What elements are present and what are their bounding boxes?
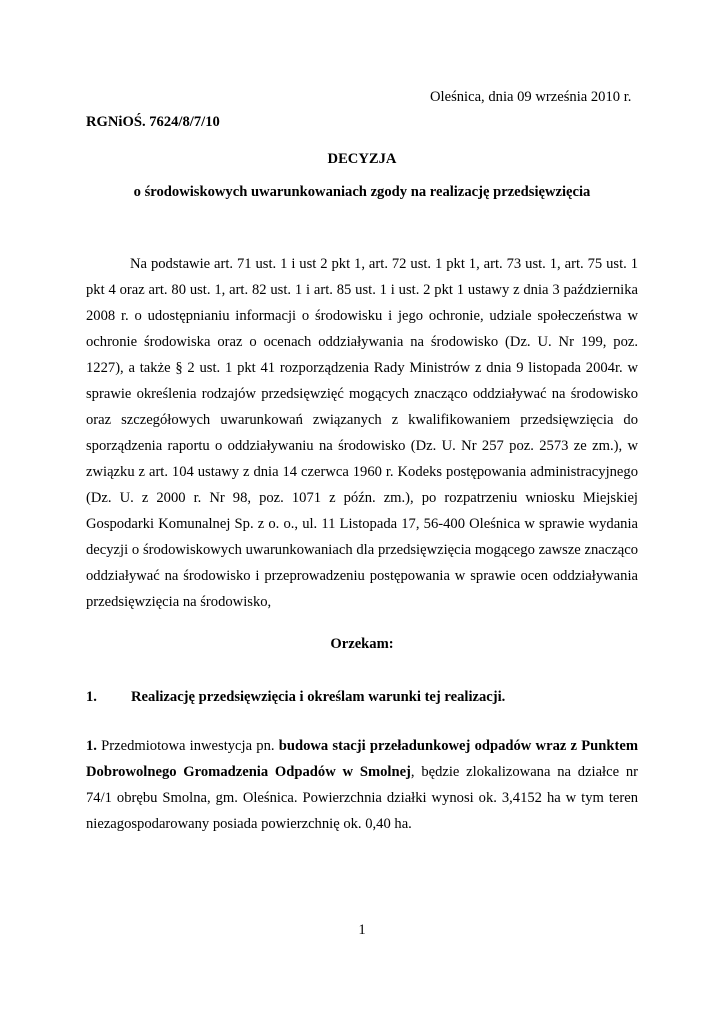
intro-line: ochronie środowiska oraz o ocenach oddziaływania na środowisko (Dz. U. Nr 199, poz. (86, 334, 638, 350)
section-heading: Realizację przedsięwzięcia i określam warunki tej realizacji. (131, 689, 506, 705)
point-1-line (86, 762, 638, 782)
document-title: DECYZJA (327, 151, 397, 167)
intro-line: decyzji o środowiskowych uwarunkowaniach dla przedsięwzięcia mogącego zawsze znacząco (86, 542, 638, 558)
document-subtitle: o środowiskowych uwarunkowaniach zgody na realizację przedsięwzięcia (133, 184, 591, 200)
point-1-line: niezagospodarowany posiada powierzchnię ok. 0,40 ha. (86, 816, 412, 832)
point-text: Przedmiotowa inwestycja pn. (101, 738, 275, 754)
point-number: 1. (86, 738, 97, 754)
intro-line: pkt 4 oraz art. 80 ust. 1, art. 82 ust. 1 i art. 85 ust. 1 i ust. 2 pkt 1 ustawy z dnia 3 października (86, 282, 638, 298)
investment-name: budowa stacji przeładunkowej odpadów wraz z Punktem (278, 738, 638, 754)
point-1-line (86, 736, 638, 756)
section-number: 1. (86, 689, 97, 705)
orzekam-heading: Orzekam: (330, 636, 394, 652)
intro-line: (Dz. U. z 2000 r. Nr 98, poz. 1071 z późn. zm.), po rozpatrzeniu wniosku Miejskiej (86, 490, 638, 506)
intro-line: związku z art. 104 ustawy z dnia 14 czerwca 1960 r. Kodeks postępowania administracyjnego (86, 464, 638, 480)
intro-line: 2008 r. o udostępnianiu informacji o środowisku i jego ochronie, udziale społeczeństwa w (86, 308, 638, 324)
point-text: , będzie zlokalizowana na działce nr (410, 764, 638, 780)
intro-line: Gospodarki Komunalnej Sp. z o. o., ul. 11 Listopada 17, 56-400 Oleśnica w sprawie wydania (86, 516, 638, 532)
intro-line: oddziaływać na środowisko i przeprowadzeniu postępowania w sprawie ocen oddziaływania (86, 568, 638, 584)
intro-line: 1227), a także § 2 ust. 1 pkt 41 rozporządzenia Rady Ministrów z dnia 9 listopada 2004r. w (86, 360, 638, 376)
intro-line: sprawie określenia rodzajów przedsięwzięć mogących znacząco oddziaływać na środowisko (86, 386, 638, 402)
reference-number: RGNiOŚ. 7624/8/7/10 (86, 114, 220, 130)
investment-name-cont: Dobrowolnego Gromadzenia Odpadów w Smolnej (86, 764, 411, 780)
place-date: Oleśnica, dnia 09 września 2010 r. (430, 89, 632, 105)
intro-line: sporządzenia raportu o oddziaływaniu na środowisko (Dz. U. Nr 257 poz. 2573 ze zm.), w (86, 438, 638, 454)
intro-line: przedsięwzięcia na środowisko, (86, 594, 272, 610)
intro-line: Na podstawie art. 71 ust. 1 i ust 2 pkt 1, art. 72 ust. 1 pkt 1, art. 73 ust. 1, art. 75 ust. 1 (130, 256, 638, 272)
intro-line: oraz szczegółowych uwarunkowań związanych z kwalifikowaniem przedsięwzięcia do (86, 412, 638, 428)
page-number: 1 (358, 922, 366, 938)
point-1-line: 74/1 obrębu Smolna, gm. Oleśnica. Powierzchnia działki wynosi ok. 3,4152 ha w tym teren (86, 790, 638, 806)
